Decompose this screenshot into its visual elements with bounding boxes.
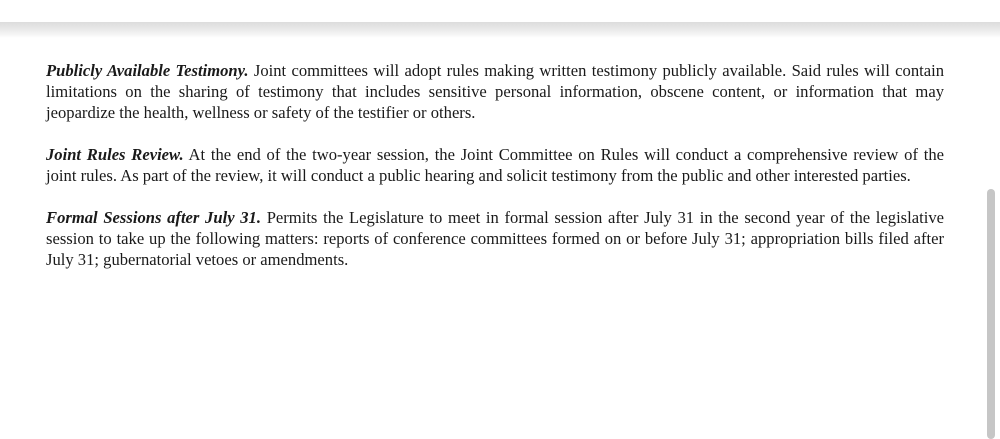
paragraph-formal-sessions-after-july-31: [46, 207, 944, 270]
document-content: [46, 60, 944, 291]
paragraph-heading: Formal Sessions after July 31.: [46, 208, 261, 227]
paragraph-body: At the end of the two-year session, the Joint Committee on Rules will conduct a comprehensive review of the joint rules. As part of the review, it will conduct a public hearing and solicit testimony from the public and other interested parties.: [46, 145, 944, 185]
paragraph-body: Permits the Legislature to meet in formal session after July 31 in the second year of the legislative session to take up the following matters: reports of conference committees formed on or before July 31; appropriation bills filed after July 31; gubernatorial vetoes or amendments.: [46, 208, 944, 269]
paragraph-publicly-available-testimony: [46, 60, 944, 123]
viewer-top-bar: [0, 0, 1000, 22]
paragraph-body: Joint committees will adopt rules making written testimony publicly available. Said rules will contain limitations on the sharing of testimony that includes sensitive personal information, obscene content, or information that may jeopardize the health, wellness or safety of the testifier or others.: [46, 61, 944, 122]
vertical-scrollbar-thumb[interactable]: [987, 189, 995, 439]
paragraph-joint-rules-review: [46, 144, 944, 186]
page-top-edge: [0, 22, 1000, 38]
paragraph-heading: Publicly Available Testimony.: [46, 61, 249, 80]
paragraph-heading: Joint Rules Review.: [46, 145, 184, 164]
